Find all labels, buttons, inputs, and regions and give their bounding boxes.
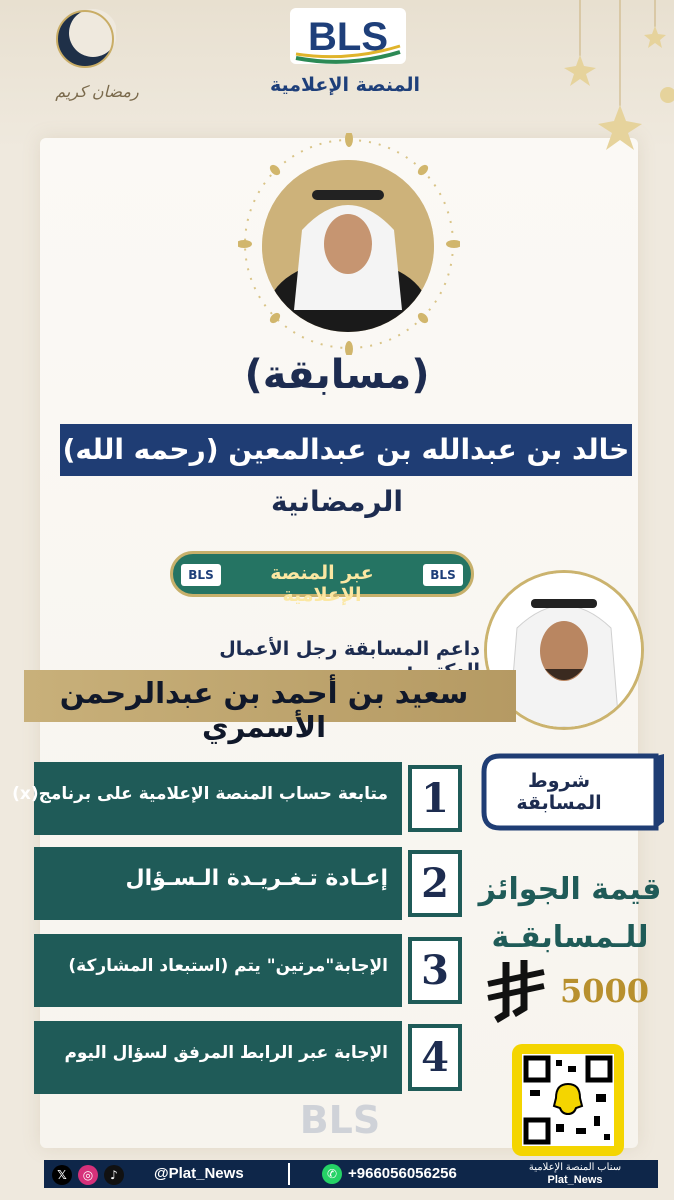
condition-row	[12, 762, 462, 835]
condition-text-box	[34, 847, 402, 920]
condition-number: 1	[408, 765, 462, 832]
condition-text: الإجابة عبر الرابط المرفق لسؤال اليوم	[64, 1043, 388, 1063]
condition-number: 2	[408, 850, 462, 917]
sponsor-name: سعيد بن أحمد بن عبدالرحمن الأسمري	[59, 676, 469, 744]
condition-text: الإجابة"مرتين" يتم (استبعاد المشاركة)	[68, 956, 388, 976]
snapchat-qr-code[interactable]	[512, 1044, 624, 1156]
ramadan-greeting: رمضان كريم	[55, 82, 139, 101]
condition-text: متابعة حساب المنصة الإعلامية على برنامج(x)	[12, 784, 388, 804]
contest-heading: (مسابقة)	[244, 352, 430, 398]
snap-label: سناب المنصة الإعلامية	[528, 1162, 622, 1173]
condition-text-box	[34, 934, 402, 1007]
footer-divider	[288, 1163, 290, 1185]
condition-row	[34, 934, 462, 1007]
sponsor-label: داعم المسابقة رجل الأعمال	[219, 638, 480, 660]
condition-row	[34, 847, 462, 920]
instagram-icon[interactable]: ◎	[78, 1165, 98, 1185]
social-icons	[52, 1164, 130, 1185]
platform-pill	[170, 551, 474, 606]
honoree-banner	[60, 424, 632, 476]
bls-watermark: BLS	[299, 1098, 381, 1142]
conditions-label: شروط المسابقة	[516, 770, 602, 814]
condition-number: 3	[408, 937, 462, 1004]
snap-caption	[500, 1161, 650, 1187]
bls-logo	[288, 6, 408, 66]
phone-number[interactable]: +966056056256	[348, 1165, 457, 1182]
crescent-moon-icon	[54, 8, 116, 70]
prizes-line1: قيمة الجوائز	[478, 872, 662, 907]
sponsor-banner	[24, 670, 516, 744]
contest-subtitle: الرمضانية	[271, 485, 403, 518]
stars-decoration-icon	[560, 0, 674, 170]
portrait-image-icon	[262, 160, 434, 332]
whatsapp-icon[interactable]: ✆	[322, 1164, 342, 1184]
snap-handle: Plat_News	[547, 1174, 603, 1186]
condition-text-box	[34, 1021, 402, 1094]
honoree-name: خالد بن عبدالله بن عبدالمعين (رحمه الله)	[62, 433, 630, 466]
social-handle[interactable]: @Plat_News	[154, 1165, 244, 1182]
qr-code-icon	[522, 1054, 614, 1146]
qr-pattern	[522, 1054, 614, 1146]
condition-text: إعـادة تـغـريـدة الـسـؤال	[125, 866, 388, 891]
bls-badge-left: BLS	[181, 564, 221, 586]
condition-number: 4	[408, 1024, 462, 1091]
footer-bar	[44, 1160, 658, 1188]
condition-row	[34, 1021, 462, 1094]
bls-badge-right: BLS	[423, 564, 463, 586]
prizes-heading	[470, 866, 670, 962]
platform-name: المنصة الإعلامية	[269, 74, 421, 96]
riyal-symbol-icon	[484, 958, 548, 1024]
prizes-line2: للـمسابقـة	[491, 920, 649, 955]
svg-text:BLS: BLS	[308, 15, 388, 59]
bls-logo-icon	[288, 6, 408, 66]
platform-pill-text: عبر المنصة الإعلامية	[270, 562, 374, 606]
prize-amount: 5000	[560, 972, 650, 1010]
tiktok-icon[interactable]: ♪	[104, 1165, 124, 1185]
honoree-portrait	[262, 160, 434, 332]
x-icon[interactable]: 𝕏	[52, 1165, 72, 1185]
condition-text-box	[12, 762, 402, 835]
